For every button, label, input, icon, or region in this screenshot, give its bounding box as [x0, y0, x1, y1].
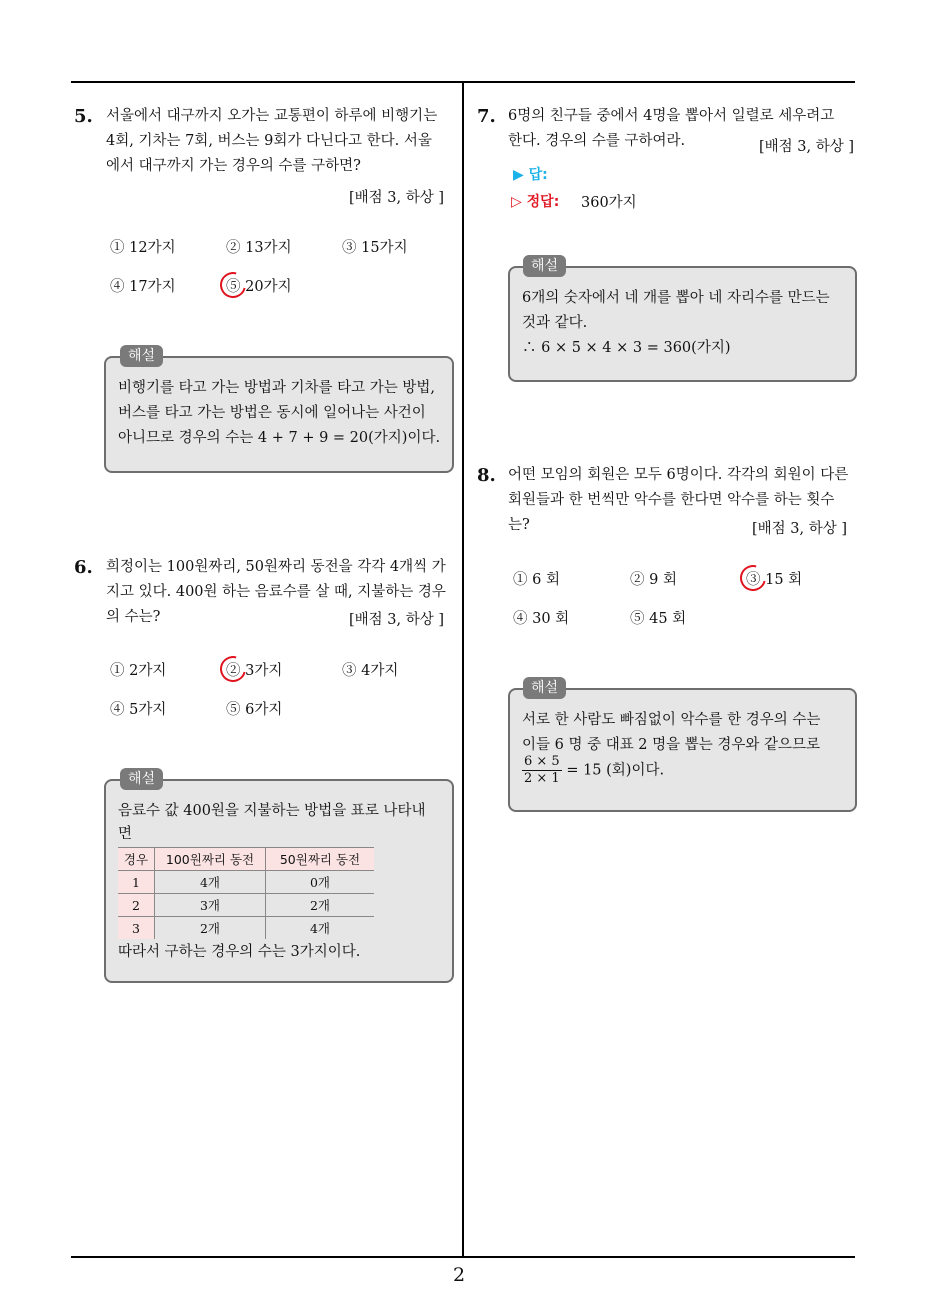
question-6-meta: [배점 3, 하상 ]: [349, 612, 445, 628]
table-cell: 4개: [309, 921, 331, 936]
q6-option-4[interactable]: ④ 5가지: [110, 702, 167, 718]
question-5-number: 5.: [74, 106, 93, 127]
table-cell: 0개: [266, 871, 375, 894]
q8-fraction-denominator: 2 × 1: [524, 771, 560, 786]
q8-solution-formula: [522, 754, 852, 787]
column-divider: [462, 81, 464, 1257]
question-5-text: [106, 104, 456, 179]
q7-correct-label: ▷ 정답:: [511, 194, 560, 210]
table-row: [118, 917, 374, 940]
table-cell: 3: [118, 917, 155, 940]
q5-solution-text: [118, 376, 448, 451]
question-5-line: 에서 대구까지 가는 경우의 수를 구하면?: [106, 158, 361, 174]
q8-fraction-result: = 15 (회)이다.: [566, 762, 665, 779]
table-cell: 4개: [155, 871, 266, 894]
q8-solution-tag: 해설: [523, 677, 566, 699]
table-row: [118, 894, 374, 917]
q5-option-5[interactable]: ⑤ 20가지: [226, 279, 292, 295]
table-cell: 3개: [155, 894, 266, 917]
q8-option-5[interactable]: ⑤ 45 회: [630, 611, 687, 627]
table-header: 100원짜리 동전: [155, 848, 266, 871]
question-7-meta: [배점 3, 하상 ]: [759, 139, 855, 155]
q8-fraction: [522, 754, 562, 787]
q5-option-2[interactable]: ② 13가지: [226, 240, 292, 256]
q6-option-2[interactable]: ② 3가지: [226, 663, 283, 679]
question-8-meta: [배점 3, 하상 ]: [752, 521, 848, 537]
q6-solution-text: [118, 799, 448, 844]
question-6-number: 6.: [74, 557, 93, 578]
q6-solution-table: [118, 847, 374, 939]
q5-option-1[interactable]: ① 12가지: [110, 240, 176, 256]
table-header: 경우: [118, 848, 155, 871]
q7-solution-line: 6개의 숫자에서 네 개를 뽑아 네 자리수를 만드는: [522, 290, 830, 306]
q6-solution-line: 면: [118, 826, 133, 842]
question-5-meta: [배점 3, 하상 ]: [349, 190, 445, 206]
q8-option-3[interactable]: ③ 15 회: [746, 572, 803, 588]
q5-option-3[interactable]: ③ 15가지: [342, 240, 408, 256]
question-5-line: 4회, 기차는 7회, 버스는 9회가 다닌다고 한다. 서울: [106, 133, 432, 149]
q5-option-4[interactable]: ④ 17가지: [110, 279, 176, 295]
q8-option-4[interactable]: ④ 30 회: [513, 611, 570, 627]
question-8-line: 는?: [508, 517, 530, 533]
question-8-number: 8.: [477, 465, 496, 486]
q8-solution-line: 이들 6 명 중 대표 2 명을 뽑는 경우와 같으므로: [522, 737, 821, 753]
table-cell: 2개: [266, 894, 375, 917]
question-8-line: 어떤 모임의 회원은 모두 6명이다. 각각의 회원이 다른: [508, 467, 849, 483]
q5-solution-line: 비행기를 타고 가는 방법과 기차를 타고 가는 방법,: [118, 380, 436, 396]
table-cell: 1: [118, 871, 155, 894]
q7-solution-tag: 해설: [523, 255, 566, 277]
question-6-line: 희정이는 100원짜리, 50원짜리 동전을 각각 4개씩 가: [106, 559, 446, 575]
q8-fraction-numerator: 6 × 5: [524, 754, 560, 769]
q6-solution-conclusion: 따라서 구하는 경우의 수는 3가지이다.: [118, 944, 361, 960]
q6-solution-line: 음료수 값 400원을 지불하는 방법을 표로 나타내: [118, 803, 426, 819]
q8-solution-line: 서로 한 사람도 빠짐없이 악수를 한 경우의 수는: [522, 712, 821, 728]
q8-selected-circle-mark: [735, 560, 771, 596]
q5-solution-line: 버스를 타고 가는 방법은 동시에 일어나는 사건이: [118, 405, 426, 421]
q6-option-1[interactable]: ① 2가지: [110, 663, 167, 679]
q8-option-2[interactable]: ② 9 회: [630, 572, 677, 588]
page-number: 2: [453, 1264, 466, 1286]
question-6-line: 의 수는?: [106, 609, 161, 625]
table-row: [118, 871, 374, 894]
question-7-number: 7.: [477, 106, 496, 127]
table-cell: 2개: [155, 917, 266, 940]
question-7-line: 6명의 친구들 중에서 4명을 뽑아서 일렬로 세우려고: [508, 108, 835, 124]
q7-answer-label: ▶ 답:: [513, 167, 548, 183]
question-6-line: 지고 있다. 400원 하는 음료수를 살 때, 지불하는 경우: [106, 584, 446, 600]
q7-solution-line: 것과 같다.: [522, 315, 588, 331]
question-8-line: 회원들과 한 번씩만 악수를 한다면 악수를 하는 횟수: [508, 492, 835, 508]
q6-option-5[interactable]: ⑤ 6가지: [226, 702, 283, 718]
bottom-rule: [71, 1256, 855, 1258]
q5-solution-line: 아니므로 경우의 수는 4 + 7 + 9 = 20(가지)이다.: [118, 430, 441, 446]
q7-solution-text: [522, 286, 852, 361]
q8-solution-text: [522, 708, 852, 787]
q7-solution-line: ∴ 6 × 5 × 4 × 3 = 360(가지): [522, 340, 731, 356]
question-5-line: 서울에서 대구까지 오가는 교통편이 하루에 비행기는: [106, 108, 438, 124]
q6-solution-tag: 해설: [120, 768, 163, 790]
q5-selected-circle-mark: [215, 267, 251, 303]
q8-option-1[interactable]: ① 6 회: [513, 572, 560, 588]
table-header: 50원짜리 동전: [266, 848, 375, 871]
question-7-line: 한다. 경우의 수를 구하여라.: [508, 133, 686, 149]
q7-correct-value: 360가지: [581, 195, 637, 211]
q5-solution-tag: 해설: [120, 345, 163, 367]
table-cell: 2: [118, 894, 155, 917]
q6-selected-circle-mark: [215, 651, 251, 687]
q6-option-3[interactable]: ③ 4가지: [342, 663, 399, 679]
